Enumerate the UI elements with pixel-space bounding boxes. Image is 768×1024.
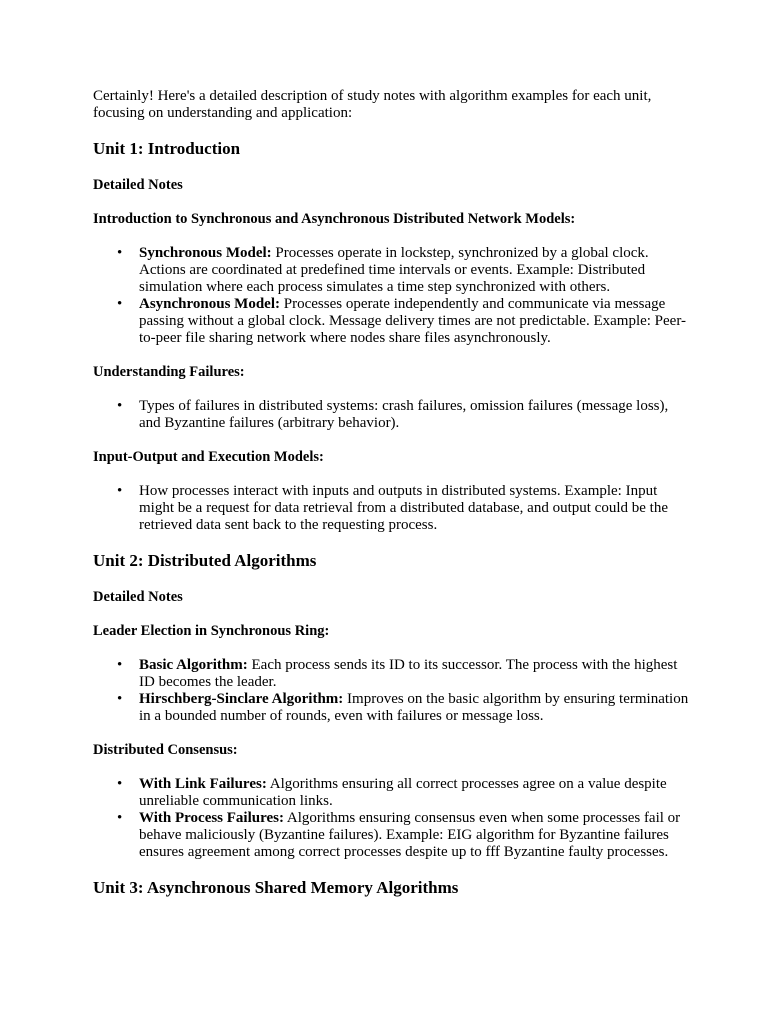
list-item-term: Basic Algorithm: (139, 657, 248, 673)
list-item-term: With Process Failures: (139, 810, 284, 826)
unit1-section2-list (93, 398, 693, 432)
unit1-section1-list (93, 245, 693, 347)
unit1-section3-heading: Input-Output and Execution Models: (93, 449, 324, 465)
list-item-text: How processes interact with inputs and outputs in distributed systems. Example: Input might be a request for data retrieval from a distributed database, and output could be the retrieved data sent back to the requesting process. (139, 483, 668, 533)
unit1-section2-heading: Understanding Failures: (93, 364, 245, 380)
list-item (139, 483, 693, 534)
unit2-section1-list (93, 657, 693, 725)
list-item-text: Processes operate independently and communicate via message passing without a global clock. Message delivery times are not predictable. Example: Peer-to-peer file sharing network where nodes share files asynchronously. (139, 296, 687, 346)
list-item-text: Types of failures in distributed systems: crash failures, omission failures (message loss), and Byzantine failures (arbitrary behavior). (139, 398, 669, 431)
unit2-subtitle: Detailed Notes (93, 589, 183, 605)
list-item-text: Each process sends its ID to its successor. The process with the highest ID becomes the leader. (139, 657, 678, 690)
list-item (139, 810, 693, 861)
unit2-section2-heading: Distributed Consensus: (93, 742, 238, 758)
list-item-text: Algorithms ensuring all correct processes agree on a value despite unreliable communication links. (139, 776, 667, 809)
list-item-term: Hirschberg-Sinclare Algorithm: (139, 691, 344, 707)
unit1-section1-heading: Introduction to Synchronous and Asynchronous Distributed Network Models: (93, 211, 576, 227)
list-item (139, 296, 693, 347)
list-item-term: Synchronous Model: (139, 245, 272, 261)
unit2-title: Unit 2: Distributed Algorithms (93, 551, 317, 570)
list-item (139, 398, 693, 432)
unit3-title: Unit 3: Asynchronous Shared Memory Algorithms (93, 878, 459, 897)
unit2-section2-list (93, 776, 693, 861)
list-item (139, 245, 693, 296)
list-item (139, 657, 693, 691)
list-item (139, 691, 693, 725)
list-item (139, 776, 693, 810)
list-item-term: Asynchronous Model: (139, 296, 280, 312)
list-item-text: Improves on the basic algorithm by ensuring termination in a bounded number of rounds, even with failures or message loss. (139, 691, 689, 724)
list-item-term: With Link Failures: (139, 776, 267, 792)
list-item-text: Algorithms ensuring consensus even when some processes fail or behave maliciously (Byzantine failures). Example: EIG algorithm for Byzantine failures ensures agreement among correct processes despite up to fff Byzantine faulty processes. (139, 810, 681, 860)
unit1-title: Unit 1: Introduction (93, 139, 241, 158)
document-page (93, 88, 693, 916)
unit2-section1-heading: Leader Election in Synchronous Ring: (93, 623, 330, 639)
unit1-subtitle: Detailed Notes (93, 177, 183, 193)
unit1-section3-list (93, 483, 693, 534)
list-item-text: Processes operate in lockstep, synchronized by a global clock. Actions are coordinated at predefined time intervals or events. Example: Distributed simulation where each process simulates a time step synchronized with others. (139, 245, 649, 295)
intro-paragraph: Certainly! Here's a detailed description of study notes with algorithm examples for each unit, focusing on understanding and application: (93, 88, 652, 121)
